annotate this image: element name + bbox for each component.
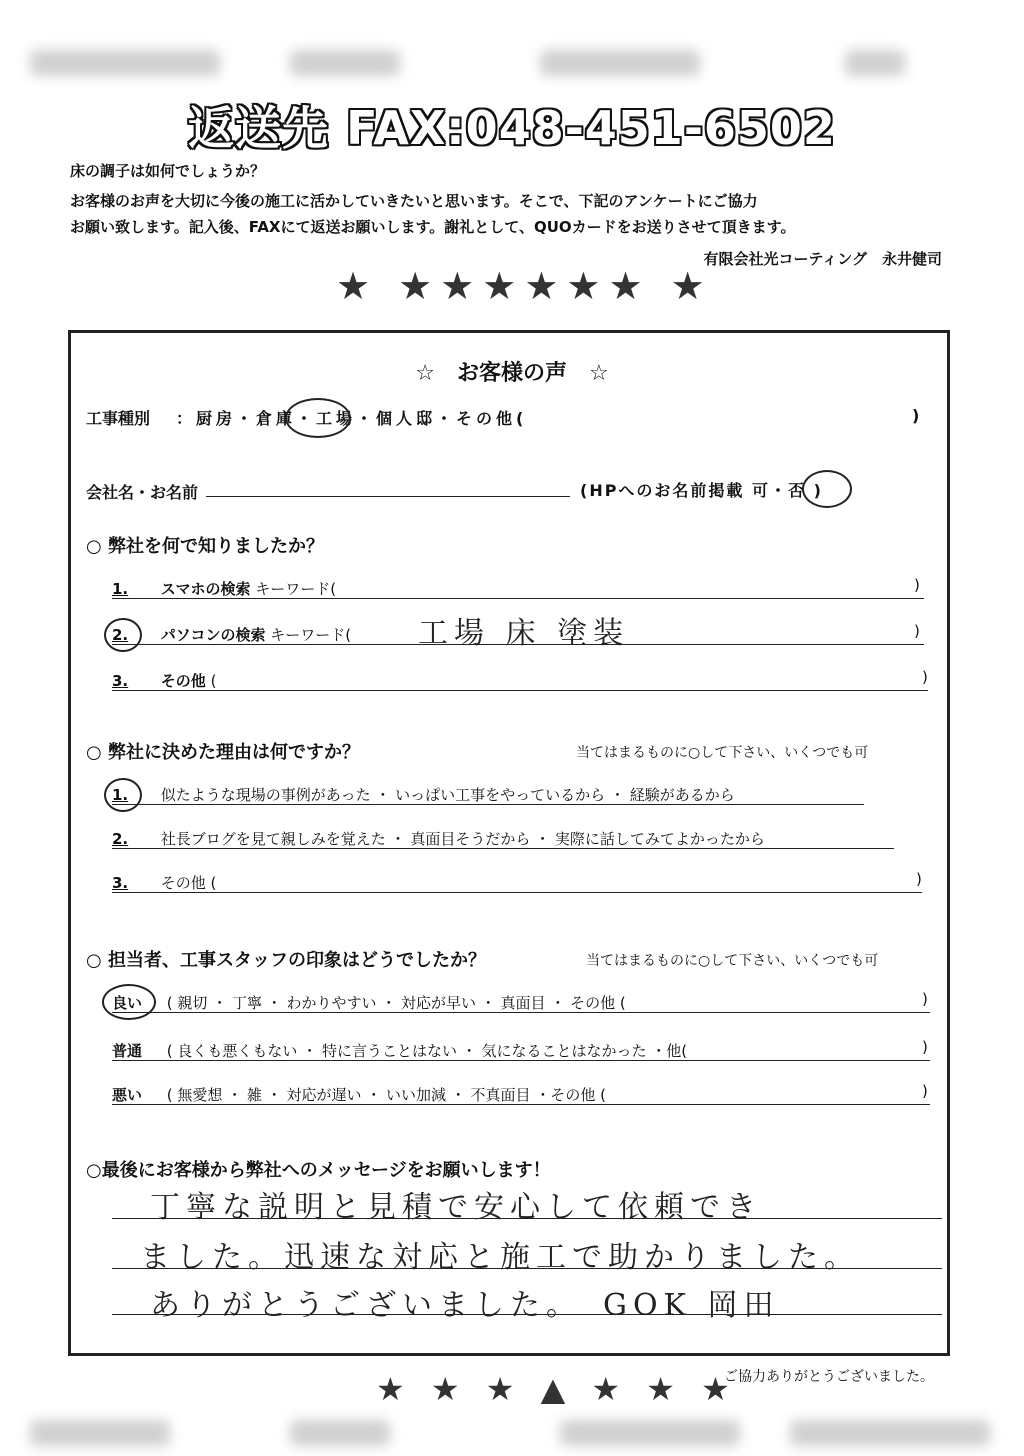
q1-option-3-label: その他 — [160, 672, 206, 690]
message-rule-2[interactable] — [112, 1268, 942, 1269]
company-name-label: 会社名・お名前 — [86, 483, 199, 502]
selected-circle-allow — [802, 470, 852, 508]
q3-option-good — [112, 992, 626, 1013]
message-rule-1[interactable] — [112, 1218, 942, 1219]
q3-option-average-text: ( 良くも悪くもない ・ 特に言うことはない ・ 気になることはなかった ・他( — [166, 1042, 688, 1060]
question-2-note: 当てはまるものに○して下さい、いくつでも可 — [576, 745, 869, 761]
q1-option-3-line[interactable] — [112, 690, 928, 691]
q3-option-good-close: ) — [922, 990, 928, 1008]
q3-option-good-line[interactable] — [112, 1012, 930, 1013]
question-4-title: ○最後にお客様から弊社へのメッセージをお願いします！ — [86, 1160, 551, 1181]
q3-option-good-text: ( 親切 ・ 丁寧 ・ わかりやすい ・ 対応が早い ・ 真面目 ・ その他 ( — [166, 994, 626, 1012]
intro-line-1: 床の調子は如何でしょうか？ — [70, 162, 266, 180]
q1-option-1-line[interactable] — [112, 598, 924, 599]
handwritten-keyword: 工場 床 塗装 — [418, 616, 630, 651]
q2-option-1-num: 1. — [112, 786, 129, 804]
question-3-title: ○ 担当者、工事スタッフの印象はどうでしたか？ — [86, 950, 486, 971]
q3-option-average-close: ) — [922, 1038, 928, 1056]
q1-option-2 — [112, 624, 351, 645]
message-line-3: ありがとうございました。 GOK 岡田 — [150, 1288, 780, 1323]
q2-option-1-text: 似たような現場の事例があった ・ いっぱい工事をやっているから ・ 経験があるから — [160, 786, 735, 804]
decorative-stars-top: ★ ★★★★★★ ★ — [336, 264, 713, 308]
company-signature: 有限会社光コーティング 永井健司 — [703, 250, 942, 268]
q3-option-bad-text: ( 無愛想 ・ 雑 ・ 対応が遅い ・ いい加減 ・ 不真面目 ・その他 ( — [166, 1086, 606, 1104]
q1-option-1-detail: キーワード( — [255, 580, 337, 598]
q1-option-3-detail: ( — [210, 672, 217, 690]
q3-option-bad — [112, 1084, 606, 1105]
q3-option-bad-line[interactable] — [112, 1104, 930, 1105]
q2-option-1-line — [112, 804, 864, 805]
decorative-stars-bottom: ★ ★ ★ ▲ ★ ★ ★ — [376, 1370, 738, 1408]
q2-option-3-close: ) — [916, 870, 922, 888]
q1-option-1-label: スマホの検索 — [160, 580, 251, 598]
redacted-header-right — [845, 50, 905, 76]
selected-circle-q1-2 — [104, 618, 142, 652]
selected-circle-q2-1 — [104, 778, 142, 812]
q2-option-3-line[interactable] — [112, 892, 922, 893]
return-fax-number: 返送先 FAX:048-451-6502 — [188, 101, 836, 155]
q2-option-3-text: その他 ( — [160, 874, 217, 892]
q3-option-average-label: 普通 — [112, 1042, 143, 1060]
question-3-note: 当てはまるものに○して下さい、いくつでも可 — [586, 953, 879, 969]
intro-line-2: お客様のお声を大切に今後の施工に活かしていきたいと思います。そこで、下記のアンケートにご協力 — [70, 192, 758, 210]
survey-title: ☆ お客様の声 ☆ — [415, 361, 609, 386]
q2-option-3 — [112, 872, 216, 893]
work-type-label: 工事種別 — [86, 409, 151, 428]
q1-option-3-num: 3. — [112, 672, 129, 690]
redacted-header-left — [30, 50, 220, 76]
selected-circle-warehouse — [285, 398, 351, 438]
q1-option-2-close: ) — [914, 622, 920, 640]
intro-line-3: お願い致します。記入後、FAXにて返送お願いします。謝礼として、QUOカードをお送りさせて頂きます。 — [70, 218, 796, 236]
redacted-footer-right — [790, 1420, 990, 1446]
q1-option-1-close: ) — [914, 576, 920, 594]
redacted-header-mid2 — [540, 50, 700, 76]
q1-option-1 — [112, 578, 336, 599]
company-name-field-line[interactable] — [206, 496, 570, 497]
message-line-2: ました。迅速な対応と施工で助かりました。 — [140, 1240, 860, 1275]
redacted-footer-mid2 — [560, 1420, 740, 1446]
q3-option-good-label: 良い — [112, 994, 143, 1012]
q1-option-1-num: 1. — [112, 580, 129, 598]
message-line-1: 丁寧な説明と見積で安心して依頼でき — [150, 1190, 762, 1225]
redacted-footer-mid — [290, 1420, 390, 1446]
q3-option-bad-close: ) — [922, 1082, 928, 1100]
q2-option-3-num: 3. — [112, 874, 129, 892]
thanks-note: ご協力ありがとうございました。 — [724, 1369, 934, 1385]
selected-circle-good — [102, 984, 156, 1020]
redacted-footer-left — [30, 1420, 170, 1446]
work-type-close: ) — [912, 406, 920, 425]
q3-option-bad-label: 悪い — [112, 1086, 143, 1104]
q2-option-2 — [112, 828, 765, 849]
redacted-header-mid — [290, 50, 400, 76]
hp-consent: (HPへのお名前掲載 可・否 ) — [580, 481, 823, 500]
q1-option-3-close: ) — [922, 668, 928, 686]
q3-option-average — [112, 1040, 687, 1061]
question-2-title: ○ 弊社に決めた理由は何ですか？ — [86, 742, 360, 763]
q1-option-3 — [112, 670, 216, 691]
message-rule-3[interactable] — [112, 1314, 942, 1315]
q1-option-2-label: パソコンの検索 — [160, 626, 266, 644]
q2-option-1 — [112, 784, 735, 805]
q1-option-2-line[interactable] — [112, 644, 924, 645]
q1-option-2-detail: キーワード( — [270, 626, 352, 644]
question-1-title: ○ 弊社を何で知りましたか？ — [86, 536, 324, 557]
work-type-options: ：厨房・倉庫・工場・個人邸・その他( — [176, 409, 528, 428]
q2-option-2-num: 2. — [112, 830, 129, 848]
q2-option-2-text: 社長ブログを見て親しみを覚えた ・ 真面目そうだから ・ 実際に話してみてよかったから — [160, 830, 765, 848]
q2-option-2-line — [112, 848, 894, 849]
q1-option-2-num: 2. — [112, 626, 129, 644]
q3-option-average-line[interactable] — [112, 1060, 930, 1061]
